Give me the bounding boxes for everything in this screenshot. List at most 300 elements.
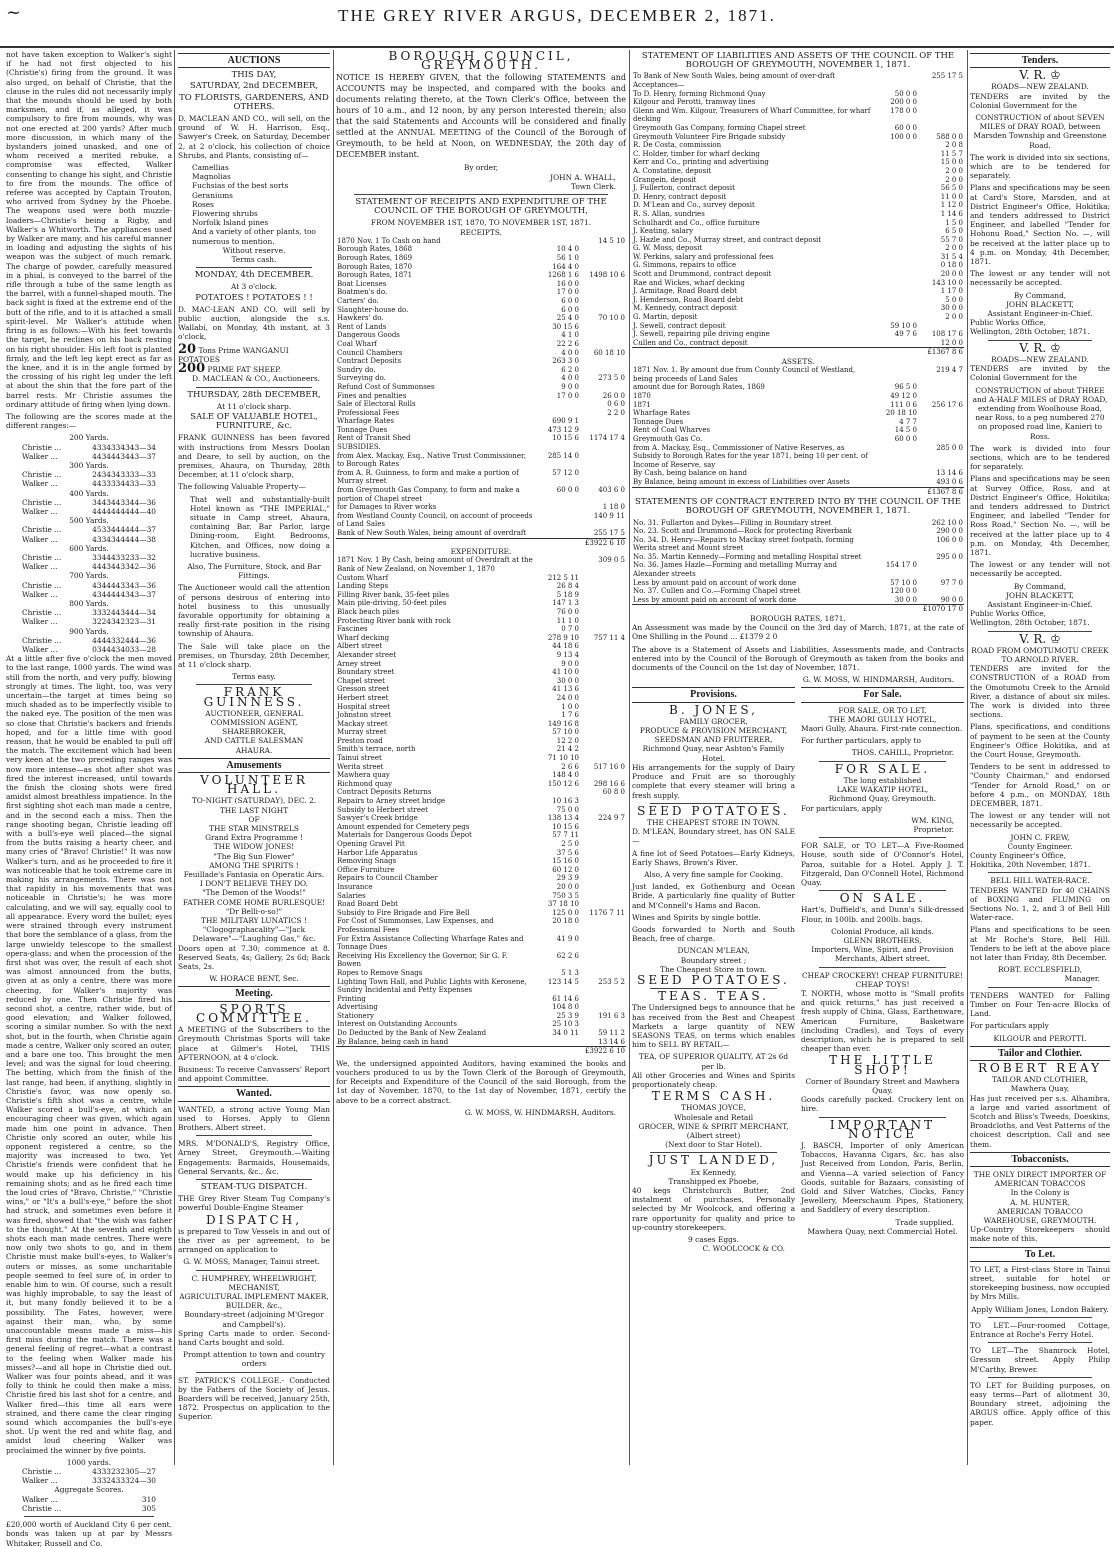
score-row: Walker ... 3332433324—30 [22,1476,156,1486]
row-amount: 17 0 0 [556,391,579,400]
row-amount [872,366,918,383]
ad-heading: C. HUMPHREY, WHEELWRIGHT, MECHANIST, [191,1273,317,1292]
row-label: J. Sewell, contract deposit [633,321,726,330]
list-item: Norfolk Island pines [192,218,269,228]
list-item: Flowering shrubs [192,209,258,219]
row-amount: 34 0 11 [552,1029,579,1038]
row-label: Werita street [337,762,384,771]
row-label: Road Board Debt [337,900,398,909]
ad-signature: DUNCAN M'LEAN, [677,946,750,956]
table-row [632,313,964,322]
table-row [632,322,964,331]
row-total: 70 10 0 [598,314,625,323]
row-total [580,917,626,934]
row-label [336,1047,534,1056]
row-amount: 37 5 6 [556,848,579,857]
row-total [580,883,626,892]
row-label: 1871 [633,400,651,409]
liabilities-table [632,72,964,357]
ad-signature: JOHN BLACKETT, [1006,590,1074,600]
table-row [336,909,626,918]
row-label: Tonnage Dues [633,417,684,426]
table-row [632,596,964,605]
ad-body: 40 kegs Christchurch Butter, 2nd instalment of purchases, Personally selected by Mr Woolcock, and offering a rare opportunity for quality and price to up-country storekeepers. [632,1186,795,1232]
row-total: 1 18 0 [602,503,625,512]
table-heading: RECEIPTS. [460,227,502,237]
shooter-score: 0344434033—28 [92,645,156,654]
table-row [632,81,964,90]
row-label: Cullen and Co., contract deposit [633,338,748,347]
row-total [580,720,626,729]
table-row [632,444,964,470]
ad-heading: SALE OF VALUABLE HOTEL, FURNITURE, &c. [190,411,318,432]
section-heading: For Sale. [801,687,964,702]
row-label: Tainui street [337,754,382,763]
row-label [336,538,534,547]
row-total: £1367 8 6 [927,487,963,496]
ad-body: Goods carefully packed. Crockery lent on hire. [801,1095,964,1114]
row-total: 13 14 6 [598,1037,625,1046]
table-row [632,124,964,133]
ad-body: ST. PATRICK'S COLLEGE.- Conducted by the Fathers of the Society of Jesus. Boarders will be received, January 25th, 1872. Prospectus on application to the Superior. [178,1375,330,1422]
ad-heading: IMPORTANT NOTICE [829,1117,936,1141]
row-total: 60 8 0 [602,788,625,797]
row-label: Insurance [337,882,373,891]
row-amount: 60 0 0 [894,434,917,443]
column-rule [174,50,175,1465]
row-amount [872,141,918,150]
statement-heading: STATEMENTS OF CONTRACT ENTERED INTO BY THE COUNCIL OF THE BOROUGH OF GREYMOUTH, NOVEMBER 1, 1871. [635,497,961,517]
row-label: Advertising [337,1003,378,1012]
assets-table [632,366,964,496]
ad-line: THE WIDOW JONES! [213,842,295,852]
table-row [632,401,964,410]
ad-body: His arrangements for the supply of Dairy Produce and Fruit are so thoroughly complete that every steamer will bring a fresh supply. [632,762,795,800]
row-amount: 6 0 0 [561,296,579,305]
row-total [580,306,626,315]
row-total [580,323,626,332]
row-total [580,952,626,969]
row-total [580,340,626,349]
range-label: 500 Yards. [69,516,109,526]
ad-body: The work is divided into six sections, which are to be tendered for separately. [970,152,1110,181]
ad-line: Ex Kennedy, [690,1167,737,1177]
ad-body: D. MAC-LEAN AND CO. will sell by public auction, alongside the s.s. Wallabi, on Monday, 4th instant, at 3 o'clock, [178,304,330,342]
row-total [580,668,626,677]
row-label: J. Keating, salary [633,227,694,236]
row-total [580,995,626,1004]
table-row [336,642,626,651]
ad-line: PRODUCE & PROVISION MERCHANT, [639,726,788,736]
ad-line: GROCER, WINE & SPIRIT MERCHANT, [638,1121,789,1131]
programme-item: Feuillade's Fantasia on Operatic Airs. [183,870,325,880]
row-label: Hospital street [337,702,390,711]
table-row [336,512,626,529]
table-row [632,141,964,150]
ad-line: The long established [843,775,922,785]
row-amount: 21 4 2 [556,745,579,754]
table-row [336,831,626,840]
table-row [336,340,626,349]
score-row [6,525,172,534]
row-amount: 750 3 5 [552,891,579,900]
row-total [580,574,626,583]
row-label: Kilgour and Perotti, tramway lines [633,98,756,107]
row-amount: 212 5 11 [547,573,579,582]
row-amount: 41 9 0 [556,934,579,943]
ad-body: D. MACLEAN AND CO., will sell, on the ground of W. H. Harrison, Esq., Sawyer's Creek, on Saturday, December 2, at 2 o'clock, his collection of choice Shrubs, and Plants, consisting of— [178,114,330,160]
row-label: Rent of Coal Wharves [633,426,711,435]
ad-body: Plans and specifications may be seen at Card's Store, Marsden, and at District Engineer's Office, Hokitika; and tenders addressed to District Engineer, and labelled "Tender for Hohonu Road," Section No. —, will be received at the latter place up to 4 p.m. on Monday, 4th December, 1871. [970,183,1110,267]
ad-heading: DISPATCH, [205,1212,303,1227]
ad-body: Goods forwarded to North and South Beach, free of charge. [632,924,795,944]
row-label: from Greymouth Gas Company, to form and make a portion of Chapel street [337,486,520,503]
table-row [336,434,626,443]
ad-heading: B. JONES, [669,702,758,717]
table-row [336,754,626,763]
ad-body: The lowest or any tender will not necessarily be accepted. [970,811,1110,830]
row-label: For Extra Assistance Collecting Wharfage Rates and Tonnage Dues [337,934,524,952]
ad-body: TENDERS are invited by the Colonial Government for the [970,364,1110,383]
score-row [6,562,172,571]
row-total: 285 0 0 [936,443,963,452]
row-amount: 25 4 0 [556,314,579,323]
row-amount: 4 0 0 [561,374,579,383]
row-amount: 2 5 0 [561,840,579,848]
row-total: 12 0 0 [940,338,963,347]
ad-line: THURSDAY, 28th DECEMBER, [187,389,321,400]
row-label: Chapel street [337,676,385,685]
row-label: Main pile-driving, 50-feet piles [337,599,447,608]
row-amount: 164 4 0 [552,262,579,271]
table-row [632,527,964,536]
ad-line: Without reserve. [222,245,286,255]
row-label: Dangerous Goods [337,331,400,340]
section-heading: Meeting. [178,986,330,1001]
row-amount: 100 0 0 [890,132,917,141]
row-label: G. W. Moss, deposit [633,244,703,253]
row-label: J. Henderson, Road Board debt [633,295,744,304]
row-label: Scott and Drummond, contract deposit [633,270,772,279]
row-label: Sale of Electoral Rolls [337,400,416,409]
table-row [632,536,964,553]
row-total: 2 2 0 [607,408,625,417]
row-total [918,587,964,596]
row-amount [534,788,580,797]
row-amount: 49 7 6 [894,330,917,339]
ad-line: Mawhera Quay, [1010,1084,1070,1094]
row-amount: 10 16 3 [552,797,579,806]
row-label: D. Henry, contract deposit [633,192,727,201]
table-row [632,366,964,383]
ad-body: Hart's, Duffield's, and Dunn's Silk-dressed Flour, in 100lb. and 200lb. bags. [801,905,964,924]
table-row [336,737,626,746]
table-row [336,711,626,720]
shooter-name: Walker ... [22,451,58,461]
row-label: Glenn and Wm. Kilgour, Treasurers of Wharf Committee, for wharf decking [633,106,871,124]
table-row [632,133,964,142]
table-row [336,788,626,797]
row-label: W. Perkins, salary and professional fees [633,252,774,261]
table-row [632,253,964,262]
row-label: Contract Deposits [337,357,402,366]
row-amount: 150 12 6 [547,779,579,788]
row-total: 1 14 6 [940,209,963,218]
row-total: 493 0 6 [936,477,963,486]
aggregate-row: Walker ... 310 [22,1494,156,1504]
table-row [336,599,626,608]
row-amount [872,527,918,536]
row-amount: 30 0 0 [894,595,917,604]
row-amount [872,184,918,193]
row-total: 140 9 11 [593,511,625,520]
score-row: Christie ... 4333232305—27 [22,1467,156,1477]
table-row [632,330,964,339]
range-label: 600 Yards. [69,543,109,553]
row-total [580,443,626,452]
row-label: Interest on Outstanding Accounts [337,1020,457,1029]
table-row [632,561,964,578]
ad-line: 9 cases Eggs. [688,1235,739,1245]
shooter-score: 4334344444—38 [92,534,156,544]
row-label: C. Holder, timber for wharf decking [633,149,760,158]
ad-line: Richmond Quay, near Ashton's Family Hotel. [642,744,785,763]
score-row [6,507,172,516]
row-amount [872,519,918,528]
row-amount: 120 0 0 [890,587,917,596]
row-total [580,417,626,426]
ad-line: TO-NIGHT (SATURDAY), DEC. 2. [191,796,317,806]
row-total [918,322,964,331]
row-amount: 178 0 0 [890,106,917,115]
ad-body: That well and substantially-built Hotel known as "THE IMPERIAL," situate in Camp street, Ahaura, containing Bar, Bar Parlor, large Dining-room, Eight Bedrooms, Kitchen, and Offices, now doing a lucrative business. [190,494,330,559]
shooter-score: 4433334433—33 [92,479,156,489]
row-amount: 4 7 7 [899,417,917,426]
ad-body: TENDERS WANTED for Falling Timber on Four Ten-acre Blocks of Land. [970,990,1110,1019]
ad-body: The lowest or any tender will not necessarily be accepted. [970,269,1110,288]
table-row [336,1047,626,1056]
row-amount [872,158,918,167]
row-label: Fascines [337,625,368,634]
row-amount: 6 2 0 [561,365,579,374]
row-amount: 25 10 3 [552,1020,579,1029]
row-total [580,857,626,866]
list-item: Geraniums [192,190,233,200]
ad-line: (Albert street) [686,1131,741,1140]
ad-line: AGRICULTURAL IMPLEMENT MAKER, BUILDER, &c., [179,1291,329,1311]
row-amount: 10 15 6 [552,822,579,831]
row-amount [872,72,918,81]
row-total: £1367 8 6 [927,348,963,357]
row-label: Sawyer's Creek bridge [337,814,418,823]
table-row [336,978,626,995]
row-total [580,892,626,901]
row-total [918,98,964,107]
row-total: 60 18 10 [593,348,625,357]
table-row [336,703,626,712]
row-amount: 56 1 0 [556,254,579,263]
ad-line: Importers, Wine, Spirit, and Provision Merchants, Albert street. [811,945,954,964]
shooter-name: Walker ... [22,534,58,544]
ad-signature: THOMAS JOYCE, [681,1103,746,1113]
table-row [336,634,626,643]
table-heading: EXPENDITURE. [450,547,512,557]
row-total: 1498 10 6 [589,271,625,280]
table-row [336,823,626,832]
row-label: Printing [337,994,366,1003]
row-amount [872,444,918,470]
table-row [336,685,626,694]
row-label: Kerr and Co., printing and advertising [633,158,769,167]
score-row [6,590,172,599]
shooter-score: 4434443443—37 [92,451,156,461]
table-row [336,857,626,866]
table-row [336,952,626,969]
table-row [632,98,964,107]
programme-item: "The Big Sun Flower" [213,851,295,861]
ad-line: THE CHEAPEST STORE IN TOWN. [647,817,780,827]
row-total [580,625,626,634]
row-amount [872,193,918,202]
row-amount: 148 4 0 [552,771,579,780]
row-label: Slaughter-house do. [337,305,409,314]
ad-heading: POTATOES ! POTATOES ! ! [195,292,313,303]
row-label: No. 37. Cullen and Co.—Forming Chapel street [633,587,801,596]
ad-line: TEA, OF SUPERIOR QUALITY, AT 2s 6d per lb. [638,1052,789,1071]
table-row [632,176,964,185]
royal-crest-icon: V. R. ♔ [1019,68,1061,83]
row-label: No. 34. D. Henry—Repairs to Mackay street footpath, forming Werita street and Mount street [633,535,854,553]
row-label: Wharfage Rates [337,417,394,426]
row-total: 1176 7 11 [589,908,625,917]
row-amount: 1 0 0 [561,702,579,711]
ad-body: TO LET for Building purposes, on easy terms—Part of allotment 30, Boundary street, adjoining the ARGUS office. Apply office of this paper. [970,1380,1110,1427]
ad-line: County Engineer. [1007,841,1073,851]
row-total: 90 0 0 [940,595,963,604]
row-total [580,1020,626,1029]
row-amount: 4 1 0 [561,331,579,340]
row-label: Less by amount paid on account of work done [633,578,797,587]
row-total: 295 0 0 [936,552,963,561]
ad-line: Transhipped ex Phoebe, [668,1176,759,1186]
news-brief: £20,000 worth of Auckland City 6 per cent. bonds was taken up at par by Messrs Whitaker, Russell and Co. [6,1520,172,1548]
row-total: 191 6 3 [598,1011,625,1020]
table-row [632,72,964,81]
range-label: 700 Yards. [69,571,109,581]
row-amount: 2 6 6 [561,762,579,771]
row-total: 2 0 0 [945,313,963,322]
row-total: 253 5 2 [598,977,625,986]
notice-signature: JOHN A. WHALL, [550,172,616,182]
row-label: 1870 Nov. 1 To Cash on hand [337,236,441,245]
row-label: Black beach piles [337,607,400,616]
ad-signature: G. W. MOSS, Manager, Tainui street. [183,1257,320,1267]
table-row [336,245,626,254]
row-amount: 57 12 0 [552,468,579,477]
ad-body: D. M'LEAN, Boundary street, has ON SALE— [632,827,795,846]
row-total [918,561,964,578]
table-row [336,797,626,806]
plant-list [178,163,330,246]
shooter-score: 3443443344—36 [92,497,156,507]
row-label: Johnston street [337,711,392,720]
ad-line: THE STAR MINSTRELS [209,824,299,834]
table-heading: BOROUGH RATES, 1871. [750,614,846,624]
row-amount: 123 14 5 [547,977,579,986]
table-row [632,478,964,487]
row-label: Bank of New South Wales, being amount of overdraft [337,529,527,538]
row-amount: 9 13 4 [556,650,579,659]
row-label: To Bank of New South Wales, being amount of over-draft [633,72,836,81]
row-amount [872,287,918,296]
aggregate-label: Aggregate Scores. [54,1485,124,1495]
ad-body: Plans and specifications to be seen at Mr Roche's Store, Bell Hill. Tenders to be left at the above place not later than Friday, 8th December. [970,925,1110,963]
row-label: Richmond quay [337,779,393,788]
row-label: Repairs to Arney street bridge [337,797,446,806]
notice-heading: BOROUGH COUNCIL, GREYMOUTH. [388,49,574,73]
row-label: Ropes to Remove Snags [337,968,423,977]
statement-heading: STATEMENT OF LIABILITIES AND ASSETS OF THE COUNCIL OF THE BOROUGH OF GREYMOUTH, NOVEMBER 1, 1871. [641,51,955,71]
ad-line: Colonial Produce, all kinds. [831,926,934,936]
table-row [632,210,964,219]
ad-line: The Cheapest Store in town. [660,964,767,974]
table-row [336,314,626,323]
ad-heading: SEED POTATOES. [637,972,790,987]
table-row [632,219,964,228]
ad-signature: JOHN BLACKETT, [1006,299,1074,309]
row-amount [534,1047,580,1056]
for-sale-column [801,684,964,1253]
row-total [580,280,626,289]
shooter-name: Christie ... [22,552,62,562]
score-row [6,470,172,479]
row-total [580,771,626,780]
row-amount [872,219,918,228]
table-row [632,279,964,288]
row-label: Wharf decking [337,633,390,642]
section-heading: AUCTIONS [178,53,330,68]
receipts-table [336,237,626,547]
row-total [918,426,964,435]
row-amount: 285 14 0 [547,451,579,460]
row-total [580,737,626,746]
ad-body: The work is divided into four sections, which are to be tendered for separately. [970,443,1110,472]
row-amount: 75 0 0 [556,805,579,814]
ad-line: Trade supplied. [895,1217,954,1227]
ad-signature: D. MACLEAN & CO., Auctioneers. [192,374,320,384]
row-amount: 278 9 10 [547,633,579,642]
ad-line: AUCTIONEER, GENERAL COMMISSION AGENT, SHAREBROKER, [205,708,303,737]
ad-line: Manager. [1064,974,1100,984]
table-row [336,280,626,289]
table-row [336,660,626,669]
row-total [580,263,626,272]
row-label: Grangein, deposit [633,175,697,184]
row-total: 290 0 0 [936,527,963,536]
ad-body: TENDERS are invited by the Colonial Government for the [970,91,1110,110]
row-amount [872,150,918,159]
row-label: Protecting River bank with rock [337,616,451,625]
list-item: And a variety of other plants, too numerous to mention. [192,227,316,246]
table-row [336,263,626,272]
ad-heading: ROAD FROM OMOTUMOTU CREEK TO ARNOLD RIVER. [971,645,1109,664]
table-row [632,304,964,313]
row-total: 273 5 0 [598,374,625,383]
ad-body: TENDERS are invited for the CONSTRUCTION of a ROAD from the Omotumotu Creek to the Arnold River, a distance of about six miles. The work is divided into three sections. [970,664,1110,720]
row-amount: 6 0 0 [561,305,579,314]
ad-heading: THE LITTLE SHOP! [829,1053,936,1077]
table-row [632,383,964,392]
